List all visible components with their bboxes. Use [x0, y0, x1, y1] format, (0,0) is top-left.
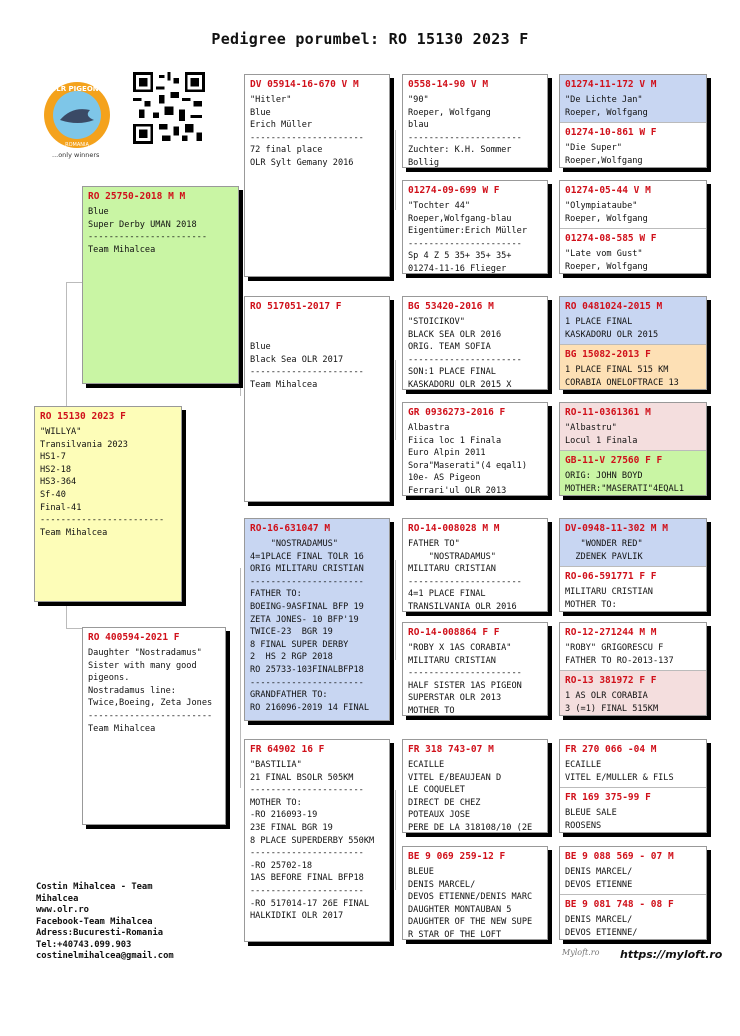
pigeon-info: Albastra Fiica loc 1 Finala Euro Alpin 2011 Sora"Maserati"(4 eqal1) 10e- AS Pigeon Ferrari'ul OLR 2013: [408, 423, 527, 496]
dam-card[interactable]: [82, 627, 226, 825]
ring-number: RO-06-591771 F F: [565, 571, 657, 582]
ancestor-entry[interactable]: [560, 403, 706, 450]
pigeon-info: ORIG: JOHN BOYD MOTHER:"MASERATI"4EQAL1: [565, 471, 684, 494]
connector-line: [66, 282, 67, 408]
ring-number: 01274-09-699 W F: [408, 185, 500, 196]
ring-number: RO-14-008864 F F: [408, 627, 500, 638]
ancestor-pair-card[interactable]: [559, 180, 707, 274]
pigeon-info: BLEUE SALE ROOSENS: [565, 808, 617, 831]
great-grandparent-card[interactable]: [402, 846, 548, 940]
ring-number: FR 64902 16 F: [250, 744, 325, 755]
ancestor-entry[interactable]: [560, 181, 706, 228]
pigeon-info: FATHER TO" "NOSTRADAMUS" MILITARU CRISTIAN ---------------------- 4=1 PLACE FINAL TRANSILVANIA OLR 2016: [408, 539, 522, 612]
ancestor-entry[interactable]: [560, 787, 706, 833]
great-grandparent-card[interactable]: [402, 518, 548, 612]
pigeon-info: Blue Super Derby UMAN 2018 ----------------------- Team Mihalcea: [88, 207, 207, 255]
grandparent-card[interactable]: [244, 296, 390, 502]
ring-number: RO 400594-2021 F: [88, 632, 180, 643]
ring-number: BG 53420-2016 M: [408, 301, 494, 312]
ring-number: RO 25750-2018 M M: [88, 191, 186, 202]
ring-number: 01274-11-172 V M: [565, 79, 657, 90]
connector-line: [240, 226, 241, 396]
ring-number: 0558-14-90 V M: [408, 79, 489, 90]
ancestor-entry[interactable]: [560, 670, 706, 716]
pigeon-info: "90" Roeper, Wolfgang blau ---------------------- Zuchter: K.H. Sommer Bollig: [408, 95, 522, 168]
ancestor-pair-card[interactable]: [559, 74, 707, 168]
pigeon-info: "WONDER RED" ZDENEK PAVLIK: [575, 539, 643, 562]
ring-number: FR 270 066 -04 M: [565, 744, 657, 755]
pigeon-info: "Hitler" Blue Erich Müller ---------------------- 72 final place OLR Sylt Gemany 2016: [250, 95, 364, 168]
pigeon-info: ECAILLE VITEL E/BEAUJEAN D LE COQUELET DIRECT DE CHEZ POTEAUX JOSE PERE DE LA 318108/10 (2E: [408, 760, 533, 833]
ancestor-entry[interactable]: [560, 623, 706, 670]
logo-slogan: ...only winners: [52, 151, 100, 159]
connector-line: [395, 560, 396, 660]
connector-line: [395, 130, 396, 210]
svg-text:ROMANIA: ROMANIA: [65, 142, 89, 148]
ring-number: BE 9 081 748 - 08 F: [565, 899, 674, 910]
ring-number: RO-11-0361361 M: [565, 407, 651, 418]
pigeon-info: "Die Super" Roeper,Wolfgang: [565, 143, 643, 166]
ring-number: FR 169 375-99 F: [565, 792, 651, 803]
olr-pigeons-logo: [42, 80, 112, 150]
svg-text:OLR PIGEONS: OLR PIGEONS: [50, 85, 104, 93]
ring-number: 01274-05-44 V M: [565, 185, 651, 196]
ring-number: BE 9 069 259-12 F: [408, 851, 506, 862]
ring-number: RO 15130 2023 F: [40, 411, 126, 422]
ancestor-pair-card[interactable]: [559, 739, 707, 833]
pigeon-info: BLEUE DENIS MARCEL/ DEVOS ETIENNE/DENIS MARC DAUGHTER MONTAUBAN 5 DAUGHTER OF THE NEW SUPE R STAR OF THE LOFT: [408, 867, 533, 940]
ring-number: 01274-10-861 W F: [565, 127, 657, 138]
great-grandparent-card[interactable]: [402, 296, 548, 390]
ring-number: RO 517051-2017 F: [250, 301, 342, 312]
great-grandparent-card[interactable]: [402, 402, 548, 496]
pigeon-info: DENIS MARCEL/ DEVOS ETIENNE: [565, 867, 633, 890]
ring-number: RO 0481024-2015 M: [565, 301, 663, 312]
ring-number: GR 0936273-2016 F: [408, 407, 506, 418]
pigeon-info: 1 PLACE FINAL KASKADORU OLR 2015: [565, 317, 659, 340]
great-grandparent-card[interactable]: [402, 739, 548, 833]
ancestor-entry[interactable]: [560, 344, 706, 390]
ancestor-entry[interactable]: [560, 740, 706, 787]
pigeon-info: "ROBY" GRIGORESCU F FATHER TO RO-2013-137: [565, 643, 674, 666]
pigeon-info: 1 AS OLR CORABIA 3 (=1) FINAL 515KM: [565, 691, 659, 714]
sire-card[interactable]: [82, 186, 239, 384]
ring-number: DV-0948-11-302 M M: [565, 523, 668, 534]
pigeon-info: MILITARU CRISTIAN MOTHER TO:: [565, 587, 653, 610]
connector-line: [240, 568, 241, 788]
ancestor-pair-card[interactable]: [559, 846, 707, 940]
great-grandparent-card[interactable]: [402, 74, 548, 168]
pigeon-info: DENIS MARCEL/ DEVOS ETIENNE/: [565, 915, 638, 938]
ancestor-pair-card[interactable]: [559, 296, 707, 390]
connector-line: [66, 600, 67, 628]
ancestor-entry[interactable]: [560, 519, 706, 566]
pigeon-info: 1 PLACE FINAL 515 KM CORABIA ONELOFTRACE 13: [565, 365, 679, 388]
pigeon-info: Daughter "Nostradamus" Sister with many good pigeons. Nostradamus line: Twice,Boeing, Zeta Jones ------------------------ Team Mihalcea: [88, 648, 213, 734]
ancestor-entry[interactable]: [560, 894, 706, 940]
ring-number: 01274-08-585 W F: [565, 233, 657, 244]
ring-number: DV 05914-16-670 V M: [250, 79, 359, 90]
pigeon-info: "WILLYA" Transilvania 2023 HS1-7 HS2-18 HS3-364 Sf-40 Final-41 ------------------------ Team Mihalcea: [40, 427, 165, 538]
ring-number: RO-12-271244 M M: [565, 627, 657, 638]
ring-number: RO-16-631047 M: [250, 523, 331, 534]
website-link[interactable]: https://myloft.ro: [620, 948, 723, 961]
pigeon-info: "STOICIKOV" BLACK SEA OLR 2016 ORIG. TEAM SOFIA ---------------------- SON:1 PLACE FINAL KASKADORU OLR 2015 X: [408, 317, 522, 390]
pigeon-info: Blue Black Sea OLR 2017 ---------------------- Team Mihalcea: [250, 342, 364, 390]
connector-line: [395, 790, 396, 890]
pigeon-info: ECAILLE VITEL E/MULLER & FILS: [565, 760, 674, 783]
signature: Myloft.ro: [562, 948, 600, 957]
pigeon-info: "Tochter 44" Roeper,Wolfgang-blau Eigentümer:Erich Müller ---------------------- Sp 4 Z 5 35+ 35+ 35+ 01274-11-16 Flieger: [408, 201, 527, 274]
pedigree-subject-card[interactable]: [34, 406, 182, 602]
pigeon-info: "NOSTRADAMUS" 4=1PLACE FINAL TOLR 16 ORIG MILITARU CRISTIAN ---------------------- FATHER TO: BOEING-9ASFINAL BFP 19 ZETA JONES- 10 BFP'19 TWICE-23 BGR 19 8 FINAL SUPER DERBY 2 HS 2 RGP 2018 RO 25733-103FINALBFP18 ---------------------- GRANDFATHER TO: RO 216096-2019 14 FINAL: [250, 539, 369, 713]
pigeon-info: "De Lichte Jan" Roeper, Wolfgang: [565, 95, 648, 118]
ring-number: FR 318 743-07 M: [408, 744, 494, 755]
pigeon-info: "Olympiataube" Roeper, Wolfgang: [565, 201, 648, 224]
connector-line: [66, 282, 82, 283]
connector-line: [395, 360, 396, 440]
contact-info: Costin Mihalcea - Team Mihalcea www.olr.ro Facebook-Team Mihalcea Adress:Bucuresti-Romania Tel:+40743.099.903 costinelmihalcea@gmail.com: [36, 882, 174, 961]
pigeon-info: "Albastru" Locul 1 Finala: [565, 423, 638, 446]
ring-number: RO-13 381972 F F: [565, 675, 657, 686]
ancestor-pair-card[interactable]: [559, 518, 707, 612]
grandparent-card[interactable]: [244, 518, 390, 721]
page-title: Pedigree porumbel: RO 15130 2023 F: [211, 30, 529, 48]
grandparent-card[interactable]: [244, 739, 390, 942]
ancestor-pair-card[interactable]: [559, 622, 707, 716]
great-grandparent-card[interactable]: [402, 180, 548, 274]
ancestor-entry[interactable]: [560, 122, 706, 168]
ancestor-entry[interactable]: [560, 847, 706, 894]
connector-line: [66, 628, 82, 629]
ancestor-pair-card[interactable]: [559, 402, 707, 496]
pigeon-info: "BASTILIA" 21 FINAL BSOLR 505KM ---------------------- MOTHER TO: -RO 216093-19 23E FINAL BGR 19 8 PLACE SUPERDERBY 550KM ---------------------- -RO 25702-18 1AS BEFORE FINAL BFP18 ---------------------- -RO 517014-17 26E FINAL HALKIDIKI OLR 2017: [250, 760, 375, 922]
pigeon-info: "Late vom Gust" Roeper, Wolfgang: [565, 249, 648, 272]
ancestor-entry[interactable]: [560, 566, 706, 612]
ancestor-entry[interactable]: [560, 75, 706, 122]
ring-number: BE 9 088 569 - 07 M: [565, 851, 674, 862]
ring-number: BG 15082-2013 F: [565, 349, 651, 360]
great-grandparent-card[interactable]: [402, 622, 548, 716]
qr-code-icon[interactable]: [133, 72, 205, 144]
pigeon-info: "ROBY X 1AS CORABIA" MILITARU CRISTIAN ---------------------- HALF SISTER 1AS PIGEON SUPERSTAR OLR 2013 MOTHER TO: [408, 643, 522, 716]
grandparent-card[interactable]: [244, 74, 390, 277]
ring-number: GB-11-V 27560 F F: [565, 455, 663, 466]
ancestor-entry[interactable]: [560, 297, 706, 344]
ring-number: RO-14-008028 M M: [408, 523, 500, 534]
ancestor-entry[interactable]: [560, 450, 706, 496]
ancestor-entry[interactable]: [560, 228, 706, 274]
